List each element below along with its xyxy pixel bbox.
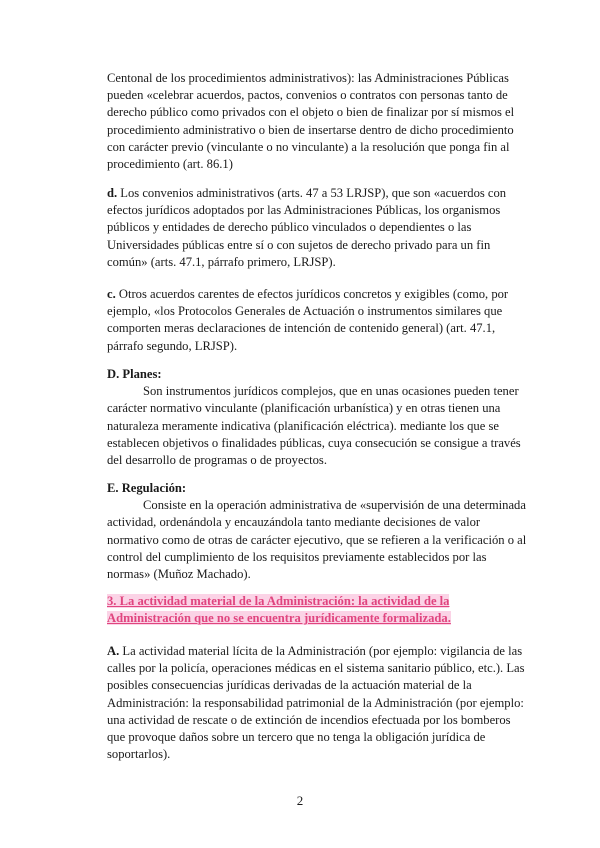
list-label: c. [107,287,116,301]
paragraph-c [107,286,527,355]
paragraph-d [107,185,527,271]
highlighted-heading [107,593,527,627]
section-planes [107,366,527,469]
paragraph-a [107,643,527,763]
paragraph-text: La actividad material lícita de la Administración (por ejemplo: vigilancia de las calles por la policía, operaciones médicas en el sistema sanitario público, etc.). Las posibles consecuencias jurídicas derivadas de la actuación material de la Administración: la responsabilidad patrimonial de la Administración (por ejemplo: una actividad de rescate o de extinción de incendios efectuada por los bomberos que provoque daños sobre un tercero que no tenga la obligación jurídica de soportarlos). [107,644,525,762]
section-text: Consiste en la operación administrativa de «supervisión de una determinada actividad, ordenándola y encauzándola tanto mediante decisiones de valor normativo como de otras de carácter ejecutivo, que se refieren a la verificación o al control del cumplimiento de los requisitos previamente establecidos por las normas» (Muñoz Machado). [107,498,527,582]
section-heading: E. Regulación: [107,481,187,495]
section-text: Son instrumentos jurídicos complejos, que en unas ocasiones pueden tener carácter normativo vinculante (planificación urbanística) y en otras tienen una naturaleza meramente indicativa (planificación eléctrica). mediante los que se establecen objetivos o finalidades públicas, cuya consecución se consigue a través del desarrollo de programas o de proyectos. [107,384,521,468]
paragraph-text: Los convenios administrativos (arts. 47 a 53 LRJSP), que son «acuerdos con efectos jurídicos adoptados por las Administraciones Públicas, los organismos públicos y entidades de derecho público vinculados o dependientes o las Universidades públicas entre sí o con sujetos de derecho privado para un fin común» (arts. 47.1, párrafo primero, LRJSP). [107,186,507,269]
paragraph-text: Otros acuerdos carentes de efectos jurídicos concretos y exigibles (como, por ejemplo, «los Protocolos Generales de Actuación o instrumentos similares que comporten meras declaraciones de intención de contenido general) (art. 47.1, párrafo segundo, LRJSP). [107,287,509,353]
paragraph-centonal [107,70,527,173]
paragraph-text: Centonal de los procedimientos administrativos): las Administraciones Públicas pueden «celebrar acuerdos, pactos, convenios o contratos con personas tanto de derecho público como privados con el objeto o bien de finalizar por sí mismos el procedimiento administrativo o bien de insertarse dentro de dicho procedimiento con carácter previo (vinculante o no vinculante) a la resolución que ponga fin al procedimiento (art. 86.1) [107,71,515,172]
list-label: A. [107,644,120,658]
highlighted-heading-text: 3. La actividad material de la Administración: la actividad de la Administración que no se encuentra jurídicamente formalizada. [107,594,451,626]
section-regulacion [107,480,527,583]
section-heading: D. Planes: [107,367,162,381]
list-label: d. [107,186,118,200]
page-number: 2 [296,793,304,808]
